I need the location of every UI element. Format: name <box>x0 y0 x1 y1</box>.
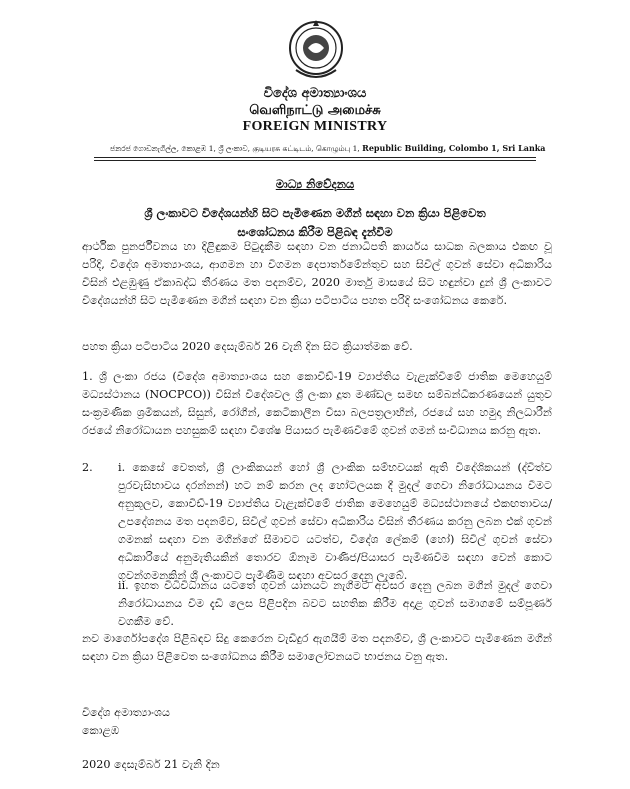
header-divider <box>94 157 536 158</box>
ministry-name-sinhala: විදේශ අමාත්‍යාංශය <box>263 86 367 101</box>
signoff-ministry: විදේශ අමාත්‍යාංශය <box>82 706 171 719</box>
title-line-1: ශ්‍රී ලංකාවට විදේශයන්හි සිට පැමිණෙන මගීන් සඳහා වන ක්‍රියා පිළිවෙත <box>144 206 486 220</box>
press-release-label: මාධ්‍ය නිවේදනය <box>275 177 355 191</box>
document-title <box>80 204 550 242</box>
title-line-2: සංශෝධනය කිරීම පිළිබඳ දැන්වීම <box>237 225 393 239</box>
address-line <box>110 143 546 154</box>
paragraph-effective-date: පහත ක්‍රියා පටිපාටිය 2020 දෙසැම්බර් 26 වැනි දින සිට ක්‍රියාත්මක වේ. <box>82 340 413 353</box>
signoff-place: කොළඹ <box>82 724 120 737</box>
list-item-2-ii: ii. ඉහත විධිවිධානය යටතේ ගුවන් යානයට නැගීමට අවසර දෙනු ලබන මගීන් මුදල් ගෙවා නිරෝධායනය වීම දැඩි ලෙස පිළිපදින බවට සහතික කිරීම අදාළ ගුවන් සමාගමේ සම්පූර්ණ වගකීම වේ. <box>118 579 552 628</box>
emblem-icon <box>288 18 344 82</box>
list-item-1: 1. ශ්‍රී ලංකා රජය (විදේශ අමාත්‍යාංශය සහ කොවිඩ්-19 ව්‍යාප්තිය වැළැක්වීමේ ජාතික මෙහෙයුම් මධ්‍යස්ථානය (NOCPCO)) විසින් විදේශවල ශ්‍රී ලංකා දූත මණ්ඩල සමඟ සම්බන්ධීකරණයෙන් යුතුව සංක්‍රමණික ශ්‍රමිකයන්, සිසුන්, රෝගීන්, කෙටිකාලීන වීසා බලපත්‍රලාභීන්, රජයේ සහ හමුදා නිලධාරීන් රජයේ නිරෝධායන පහසුකම් සඳහා විශේෂ පියාසර පැමිණවීමේ ගුවන් ගමන් සංවිධානය කරනු ඇත. <box>82 370 552 437</box>
ministry-name-tamil: வெளிநாட்டு அமைச்சு <box>249 103 381 118</box>
list-item-2-number: 2. <box>82 461 93 474</box>
ministry-name-english: FOREIGN MINISTRY <box>242 119 388 134</box>
address-english: Republic Building, Colombo 1, Sri Lanka <box>362 143 546 153</box>
address-local: ජනරජ ගොඩනැගිල්ල, කොළඹ 1, ශ්‍රී ලංකාව, குடியரசு கட்டிடம், கொழும்பு 1, <box>110 144 360 153</box>
paragraph-intro: ආර්ථික පුනර්ජීවනය හා දිළිඳුකම පිටුදැකීම සඳහා වන ජනාධිපති කාර්යය සාධක බලකාය එකඟ වූ පරිදි, විදේශ අමාත්‍යාංශය, ආගමන හා විගමන දෙපාර්තමේන්තුව සහ සිවිල් ගුවන් සේවා අධිකාරිය විසින් එළඹුණු ඒකාබද්ධ තීරණය මත පදනම්ව, 2020 මාර්තු මාසයේ සිට හඳුන්වා දුන් ශ්‍රී ලංකාවට විදේශයන්හි සිට පැමිණෙන මගීන් සඳහා වන ක්‍රියා පටිපාටිය පහත පරිදි සංශෝධනය කෙරේ. <box>82 240 552 307</box>
document-date: 2020 දෙසැම්බර් 21 වැනි දින <box>82 758 220 771</box>
list-item-2-i: i. කෙසේ වෙතත්, ශ්‍රී ලාංකිකයන් හෝ ශ්‍රී ලාංකික සම්භවයක් ඇති විදේශිකයන් (ද්විත්ව පුරවැසිභාවය දරන්නන්) හට නම් කරන ලද හෝටලයක දී මුදල් ගෙවා නිරෝධායනය වීමට අනුකූලව, කොවිඩ්-19 ව්‍යාප්තිය වැළැක්වීමේ ජාතික මෙහෙයුම් මධ්‍යස්ථානයේ එකඟතාවය/උපදේශනය මත පදනම්ව, සිවිල් ගුවන් සේවා අධිකාරිය විසින් තීරණය කරනු ලබන එක් ගුවන් ගමනක් සඳහා වන මගීන්ගේ සීමාවට යටත්ව, විදේශ ලේකම් (හෝ) සිවිල් ගුවන් සේවා අධිකාරියේ අනුමැතියකින් තොරව ඕනෑම වාණිජ/පියාසර පැමිණවීම සඳහා වෙන් කොට ගුවන්ගමනකින් ශ්‍රී ලංකාවට පැමිණීම සඳහා අවසර දෙනු ලැබේ. <box>118 461 552 582</box>
paragraph-review: නව මාර්ගෝපදේශ පිළිබඳව සිදු කෙරෙන වැඩිදුර ඇගයීම් මත පදනම්ව, ශ්‍රී ලංකාවට පැමිණෙන මගීන් සඳහා වන ක්‍රියා පිළිවෙත සංශෝධනය කිරීම සමාලෝචනයට භාජනය වනු ඇත. <box>82 632 552 663</box>
header-divider-2 <box>94 160 536 161</box>
